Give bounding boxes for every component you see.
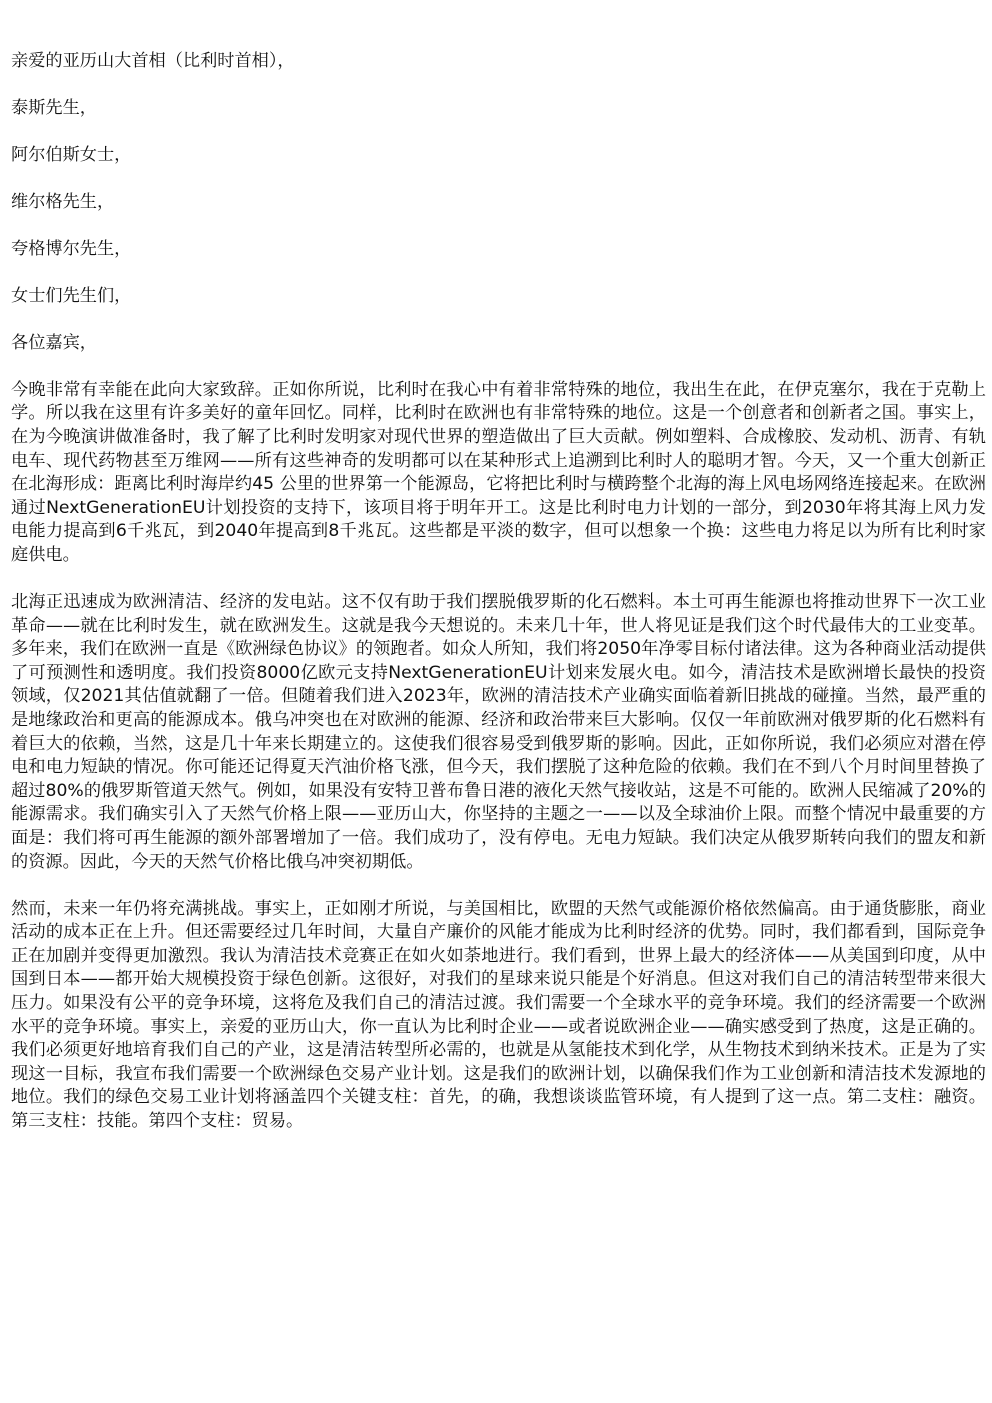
speech-document — [11, 50, 986, 1157]
salutation-block — [11, 50, 986, 356]
body-text — [11, 379, 986, 1134]
salutation-line: 各位嘉宾， — [11, 332, 97, 353]
salutation-line: 亲爱的亚历山大首相（比利时首相）， — [11, 51, 295, 71]
body-paragraph: 然而，未来一年仍将充满挑战。事实上，正如刚才所说，与美国相比，欧盟的天然气或能源价格依然偏高。由于通货膨胀，商业活动的成本正在上升。但还需要经过几年时间，大量自产廉价的风能才能成为比利时经济的优势。同时，我们都看到，国际竞争正在加剧并变得更加激烈。我认为清洁技术竞赛正在如火如荼地进行。我们看到，世界上最大的经济体——从美国到印度，从中国到日本——都开始大规模投资于绿色创新。这很好，对我们的星球来说只能是个好消息。但这对我们自己的清洁转型带来很大压力。如果没有公平的竞争环境，这将危及我们自己的清洁过渡。我们需要一个全球水平的竞争环境。我们的经济需要一个欧洲水平的竞争环境。事实上，亲爱的亚历山大，你一直认为比利时企业——或者说欧洲企业——确实感受到了热度，这是正确的。我们必须更好地培育我们自己的产业，这是清洁转型所必需的，也就是从氢能技术到化学，从生物技术到纳米技术。正是为了实现这一目标，我宣布我们需要一个欧洲绿色交易产业计划。这是我们的欧洲计划，以确保我们作为工业创新和清洁技术发源地的地位。我们的绿色交易工业计划将涵盖四个关键支柱：首先，的确，我想谈谈监管环境，有人提到了这一点。第二支柱：融资。第三支柱：技能。第四个支柱：贸易。 — [11, 898, 986, 1131]
salutation-line: 夸格博尔先生， — [11, 238, 132, 259]
body-paragraph: 今晚非常有幸能在此向大家致辞。正如你所说，比利时在我心中有着非常特殊的地位，我出生在此，在伊克塞尔，我在于克勒上学。所以我在这里有许多美好的童年回忆。同样，比利时在欧洲也有非常特殊的地位。这是一个创意者和创新者之国。事实上，在为今晚演讲做准备时，我了解了比利时发明家对现代世界的塑造做出了巨大贡献。例如塑料、合成橡胶、发动机、沥青、有轨电车、现代药物甚至万维网——所有这些神奇的发明都可以在某种形式上追溯到比利时人的聪明才智。今天，又一个重大创新正在北海形成：距离比利时海岸约45 公里的世界第一个能源岛，它将把比利时与横跨整个北海的海上风电场网络连接起来。在欧洲通过NextGenerationEU计划投资的支持下，该项目将于明年开工。这是比利时电力计划的一部分，到2030年将其海上风力发电能力提高到6千兆瓦，到2040年提高到8千兆瓦。这些都是平淡的数字，但可以想象一个换：这些电力将足以为所有比利时家庭供电。 — [11, 379, 986, 566]
salutation-line: 阿尔伯斯女士， — [11, 144, 132, 165]
salutation-line: 泰斯先生， — [11, 97, 97, 118]
salutation-line: 女士们先生们， — [11, 285, 132, 306]
salutation-line: 维尔格先生， — [11, 191, 115, 212]
body-paragraph: 北海正迅速成为欧洲清洁、经济的发电站。这不仅有助于我们摆脱俄罗斯的化石燃料。本土可再生能源也将推动世界下一次工业革命——就在比利时发生，就在欧洲发生。这就是我今天想说的。未来几十年，世人将见证是我们这个时代最伟大的工业变革。多年来，我们在欧洲一直是《欧洲绿色协议》的领跑者。如众人所知，我们将2050年净零目标付诸法律。这为各种商业活动提供了可预测性和透明度。我们投资8000亿欧元支持NextGenerationEU计划来发展火电。如今，清洁技术是欧洲增长最快的投资领域，仅2021其估值就翻了一倍。但随着我们进入2023年，欧洲的清洁技术产业确实面临着新旧挑战的碰撞。当然，最严重的是地缘政治和更高的能源成本。俄乌冲突也在对欧洲的能源、经济和政治带来巨大影响。仅仅一年前欧洲对俄罗斯的化石燃料有着巨大的依赖，当然，这是几十年来长期建立的。这使我们很容易受到俄罗斯的影响。因此，正如你所说，我们必须应对潜在停电和电力短缺的情况。你可能还记得夏天汽油价格飞涨，但今天，我们摆脱了这种危险的依赖。我们在不到八个月时间里替换了超过80%的俄罗斯管道天然气。例如，如果没有安特卫普布鲁日港的液化天然气接收站，这是不可能的。欧洲人民缩减了20%的能源需求。我们确实引入了天然气价格上限——亚历山大，你坚持的主题之一——以及全球油价上限。而整个情况中最重要的方面是：我们将可再生能源的额外部署增加了一倍。我们成功了，没有停电。无电力短缺。我们决定从俄罗斯转向我们的盟友和新的资源。因此，今天的天然气价格比俄乌冲突初期低。 — [11, 592, 986, 872]
